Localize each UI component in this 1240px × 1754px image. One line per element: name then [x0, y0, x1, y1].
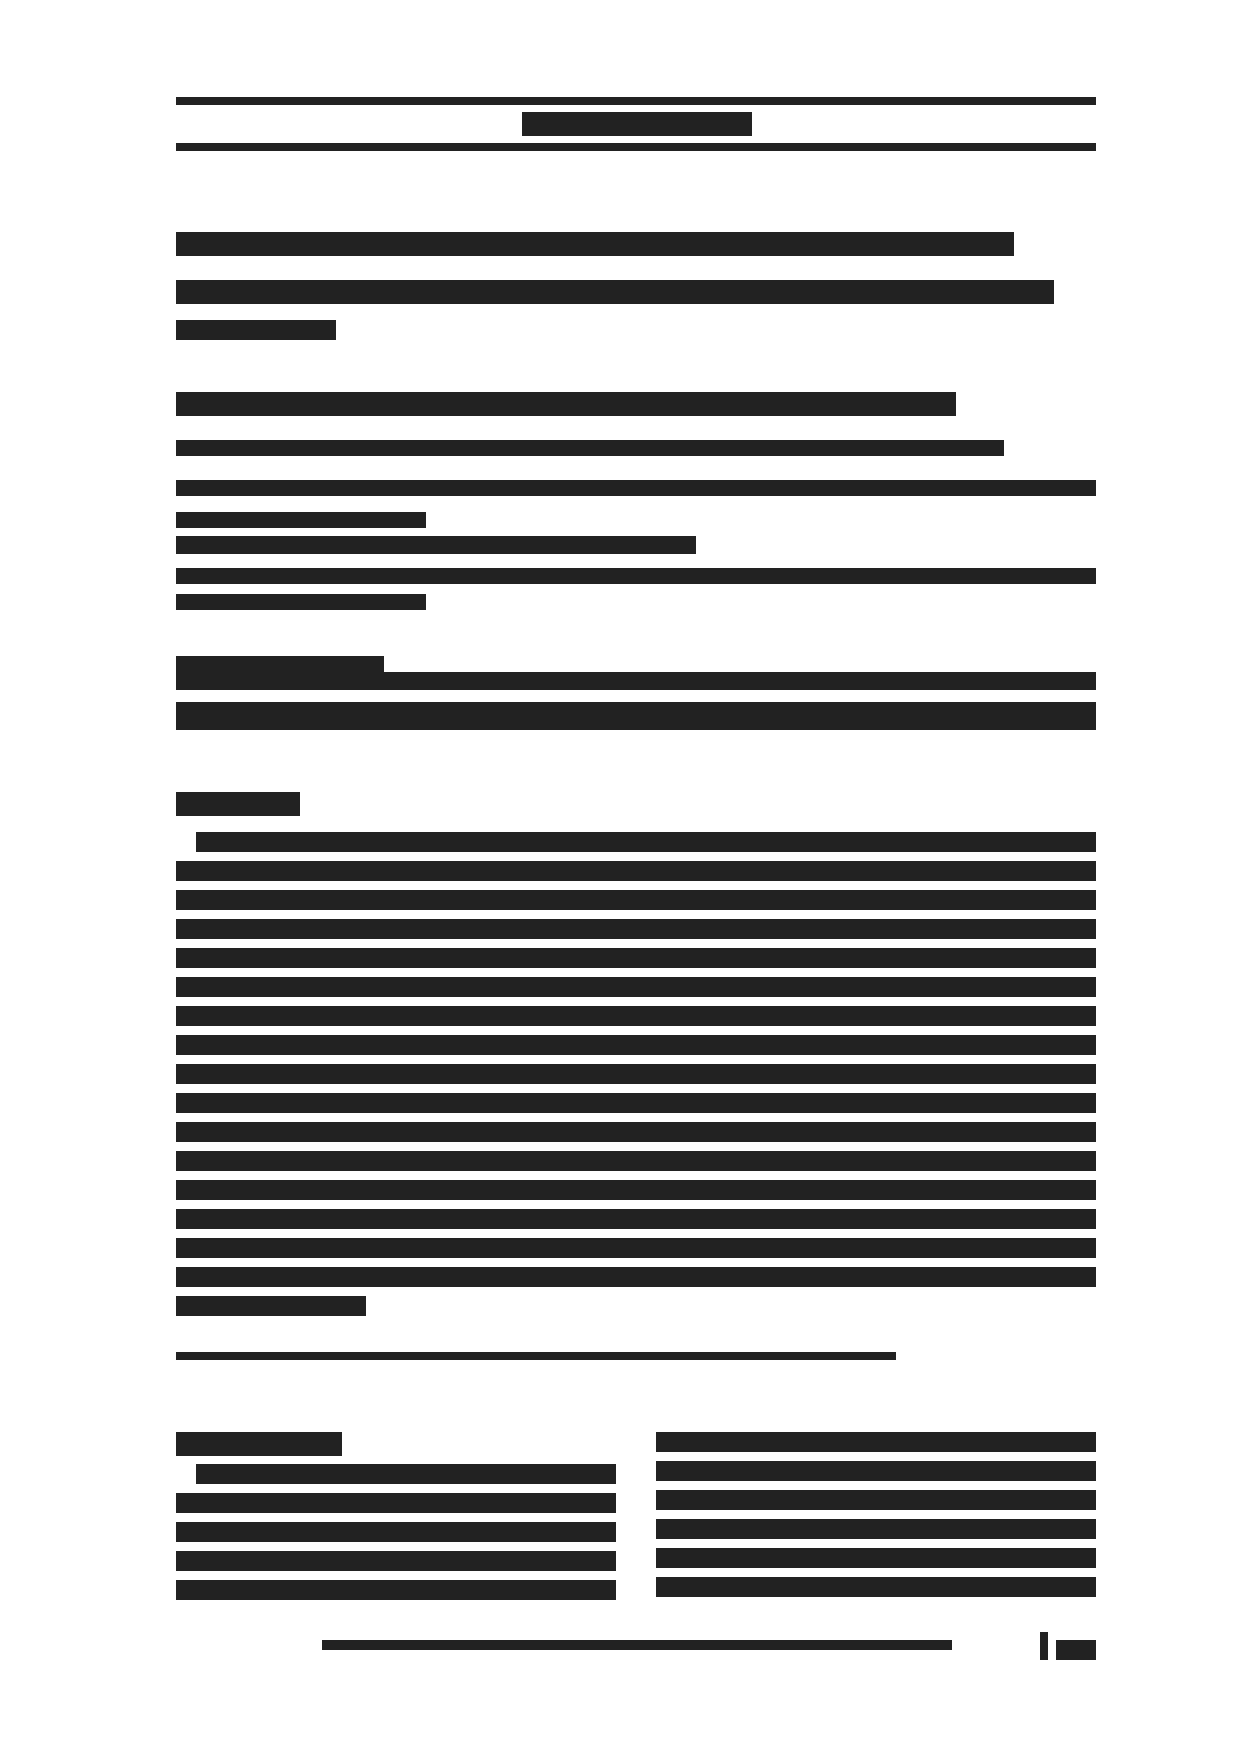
footer-divider — [1040, 1632, 1048, 1660]
header-bottom-rule — [176, 143, 1096, 151]
body-left-column — [176, 1464, 616, 1609]
section-heading — [176, 1432, 342, 1456]
footer-citation — [322, 1640, 952, 1650]
header-top-rule — [176, 97, 1096, 105]
page-number — [1056, 1640, 1096, 1660]
journal-name-band — [522, 112, 752, 136]
abstract-heading — [176, 792, 300, 816]
journal-name — [0, 0, 1, 1]
keywords-line — [176, 1352, 896, 1360]
abstract-body — [176, 832, 1096, 1325]
body-right-column — [656, 1432, 1096, 1606]
